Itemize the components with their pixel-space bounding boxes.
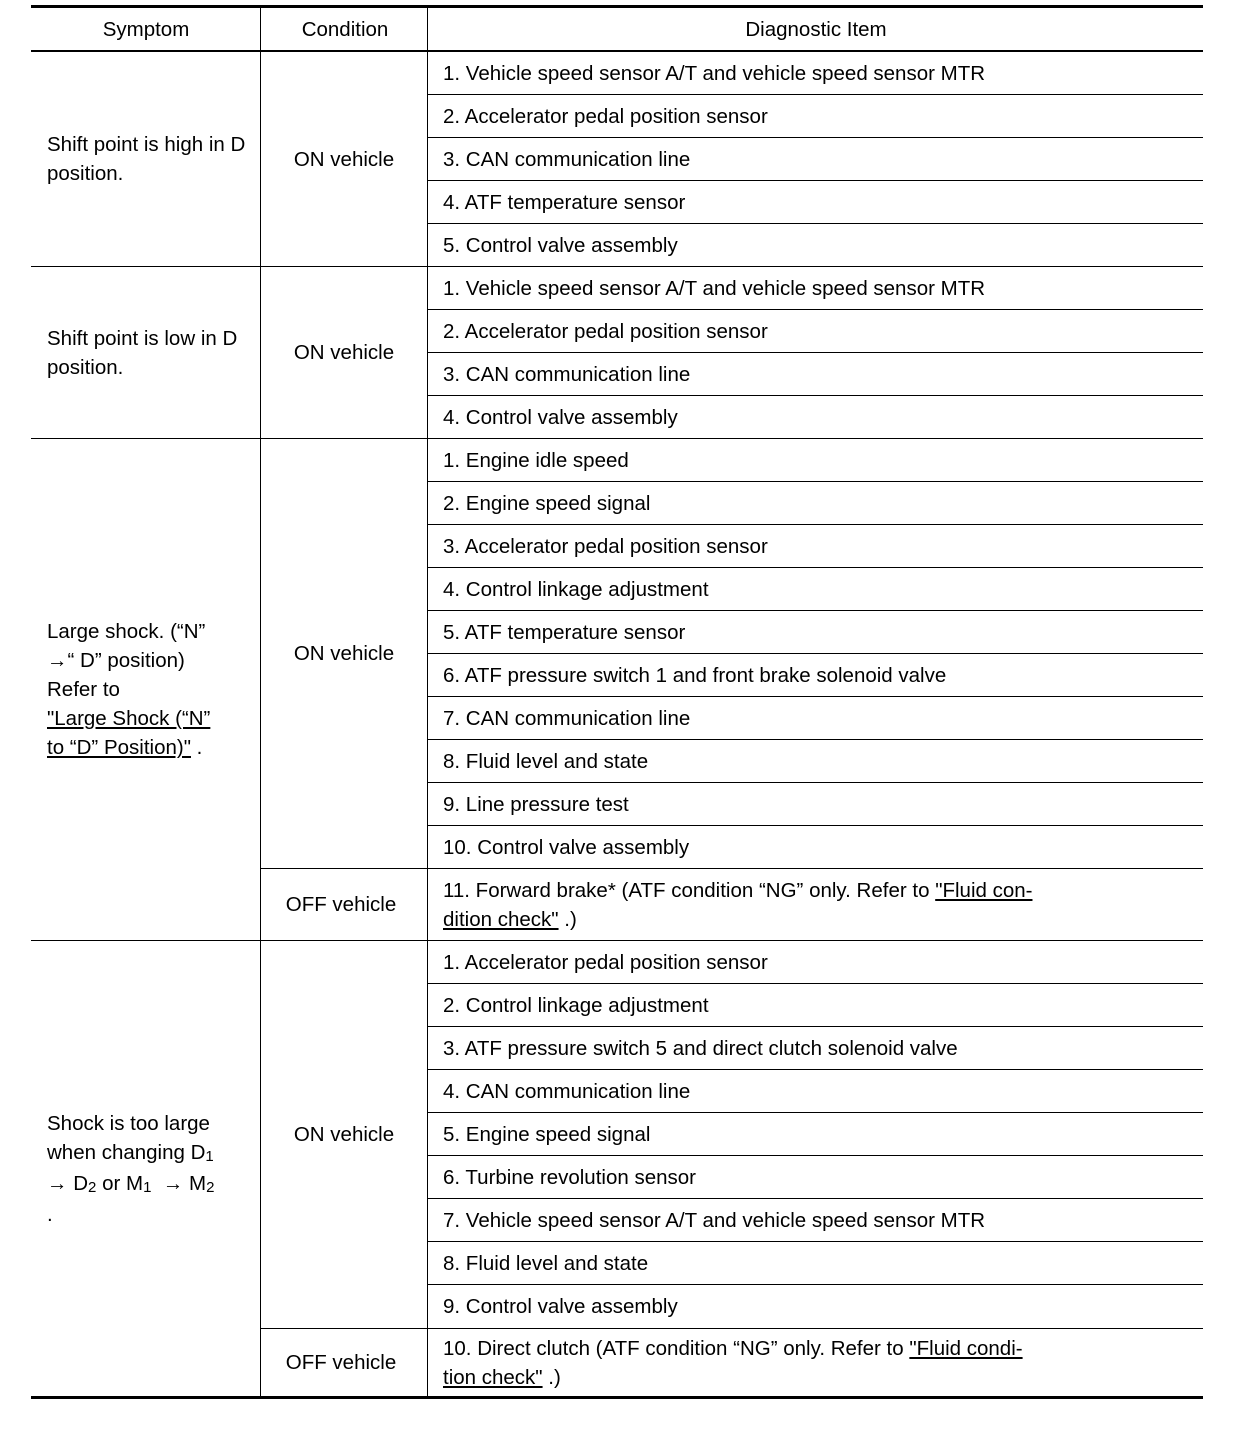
arrow-icon: → (162, 1171, 184, 1195)
large-shock-link-continued[interactable]: to “D” Position)" (47, 736, 191, 759)
diagnostic-item: 9. Line pressure test (443, 792, 629, 816)
symptom-line: Shock is too large (47, 1111, 210, 1135)
diagnostic-item: 1. Vehicle speed sensor A/T and vehicle speed sensor MTR (443, 276, 986, 300)
diagnostic-item (428, 869, 1203, 940)
diagnostic-item: 9. Control valve assembly (443, 1295, 678, 1318)
diagnostic-item: 1. Accelerator pedal position sensor (443, 950, 768, 974)
symptom-cell: Shift point is low in D position. (47, 326, 238, 379)
diagnostic-item: 8. Fluid level and state (443, 749, 649, 773)
condition-cell: ON vehicle (293, 341, 395, 364)
symptom-cell (31, 439, 260, 940)
diagnostic-item: 2. Accelerator pedal position sensor (443, 319, 768, 343)
condition-cell: ON vehicle (293, 642, 395, 665)
symptom-text (47, 617, 210, 762)
item-suffix: .) (558, 907, 577, 931)
condition-cell: ON vehicle (293, 1123, 395, 1146)
condition-cell: OFF vehicle (285, 893, 397, 916)
diagnostic-item: 4. Control linkage adjustment (443, 577, 709, 601)
arrow-icon: → (47, 1171, 68, 1195)
symptom-link-line (47, 704, 210, 733)
item-text: 11. Forward brake* (ATF condition “NG” only. Refer to (443, 878, 930, 902)
header-symptom: Symptom (102, 17, 190, 41)
symptom-line: Refer to (47, 678, 120, 701)
fluid-condition-check-link-continued[interactable]: tion check" (443, 1365, 543, 1389)
diagnostic-item: 7. CAN communication line (443, 706, 691, 730)
symptom-text-part: M (189, 1171, 207, 1195)
symptom-line: Large shock. (“N” (47, 620, 206, 643)
off-vehicle-item-text (443, 1334, 1023, 1392)
off-vehicle-item-text (443, 876, 1032, 934)
fluid-condition-check-link-continued[interactable]: dition check" (443, 907, 559, 931)
fluid-condition-check-link[interactable]: "Fluid con- (935, 878, 1033, 902)
header-diagnostic-item: Diagnostic Item (745, 17, 887, 41)
symptom-text (47, 1109, 214, 1229)
header-condition: Condition (301, 17, 389, 41)
symptom-line (47, 1169, 214, 1200)
symptom-line: →“ D” position) (47, 649, 185, 672)
symptom-line: . (47, 1202, 53, 1226)
subscript: 1 (143, 1178, 152, 1196)
diagnostic-item: 2. Engine speed signal (443, 491, 651, 515)
link-suffix: . (190, 736, 203, 759)
diagnostic-item: 3. ATF pressure switch 5 and direct clutch solenoid valve (443, 1036, 958, 1060)
diagnostic-item: 5. Control valve assembly (443, 233, 678, 257)
symptom-text-part: when changing D (47, 1140, 206, 1164)
symptom-cell: Shift point is high in D position. (47, 133, 246, 185)
diagnostic-item: 4. ATF temperature sensor (443, 190, 686, 214)
subscript: 2 (88, 1178, 97, 1196)
diagnostic-item: 3. CAN communication line (443, 147, 691, 171)
diagnostic-item: 1. Vehicle speed sensor A/T and vehicle speed sensor MTR (443, 61, 986, 85)
diagnostic-item: 2. Control linkage adjustment (443, 993, 709, 1017)
symptom-cell (31, 941, 260, 1396)
diagnostic-item: 6. ATF pressure switch 1 and front brake solenoid valve (443, 663, 947, 687)
diagnostic-item: 6. Turbine revolution sensor (443, 1165, 696, 1189)
condition-cell: OFF vehicle (285, 1351, 397, 1374)
diagnostic-item: 5. Engine speed signal (443, 1122, 651, 1146)
subscript: 2 (206, 1178, 215, 1196)
diagnostic-item: 2. Accelerator pedal position sensor (443, 104, 768, 128)
diagnostic-item: 7. Vehicle speed sensor A/T and vehicle speed sensor MTR (443, 1208, 986, 1232)
item-suffix: .) (542, 1365, 561, 1389)
diagnostic-item: 3. CAN communication line (443, 362, 691, 386)
diagnostic-item: 3. Accelerator pedal position sensor (443, 534, 768, 558)
subscript: 1 (205, 1147, 214, 1165)
diagnostic-item: 5. ATF temperature sensor (443, 620, 686, 644)
item-text: 10. Direct clutch (ATF condition “NG” only. Refer to (443, 1336, 904, 1360)
diagnostic-item: 4. Control valve assembly (443, 405, 678, 429)
diagnostic-item (428, 1329, 1203, 1396)
diagnostic-item: 4. CAN communication line (443, 1079, 691, 1103)
symptom-line (47, 1138, 214, 1169)
large-shock-link[interactable]: "Large Shock (“N” (47, 707, 211, 730)
diagnostic-table (31, 5, 1203, 1399)
symptom-text-part: D (73, 1171, 89, 1195)
diagnostic-item: 8. Fluid level and state (443, 1251, 649, 1275)
symptom-link-line (47, 733, 210, 762)
fluid-condition-check-link[interactable]: "Fluid condi- (909, 1336, 1023, 1360)
diagnostic-item: 1. Engine idle speed (443, 448, 629, 472)
symptom-text-part: or M (102, 1171, 144, 1195)
diagnostic-item: 10. Control valve assembly (443, 835, 690, 859)
condition-cell: ON vehicle (293, 147, 395, 171)
